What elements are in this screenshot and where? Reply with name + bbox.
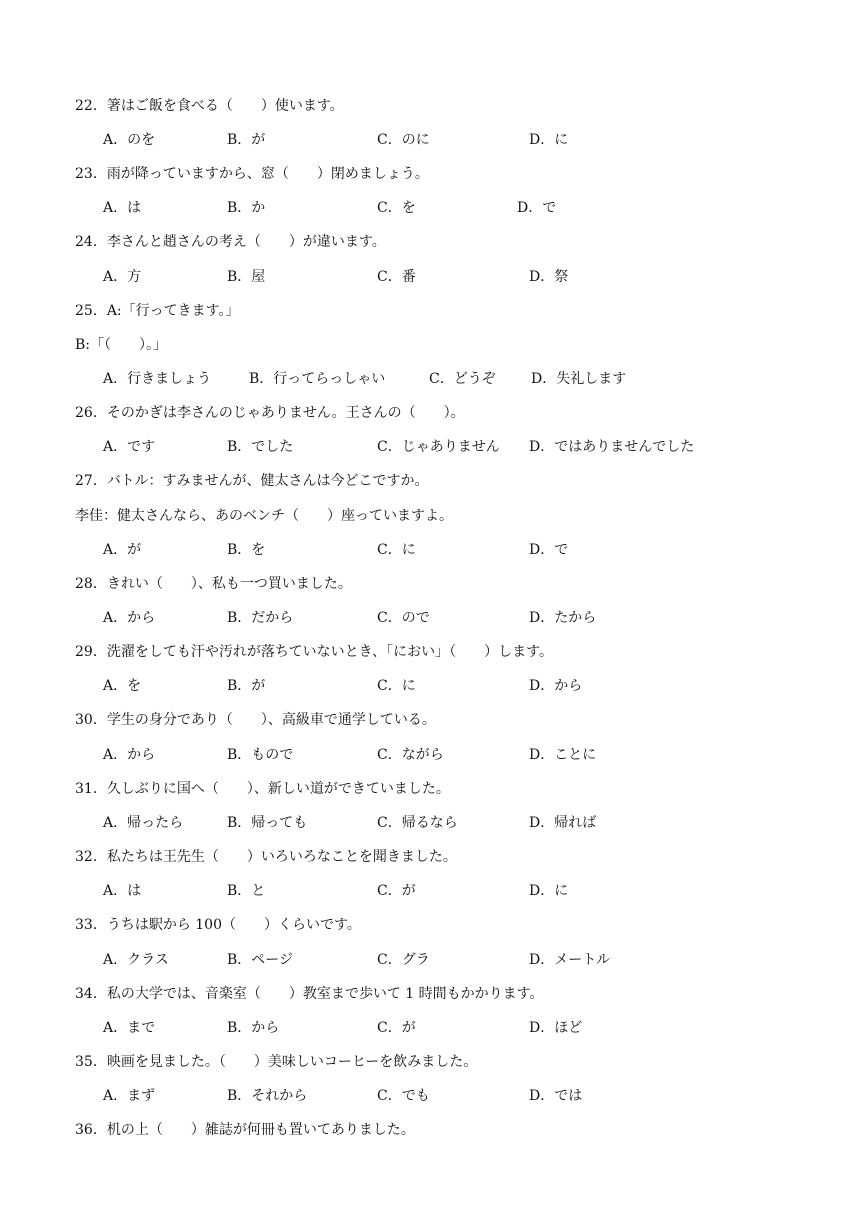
option-d: D．ことに xyxy=(529,747,597,763)
option-b: B．が xyxy=(227,132,266,148)
option-b: B．でした xyxy=(227,439,294,455)
option-b: B．ページ xyxy=(227,952,294,968)
option-a: A．帰ったら xyxy=(103,815,184,831)
option-b: B．もので xyxy=(227,747,294,763)
options-26 xyxy=(103,438,843,456)
question-26: 26．そのかぎは李さんのじゃありません。王さんの（ ）。 xyxy=(75,405,465,421)
option-a: A．まで xyxy=(103,1020,156,1036)
option-b: B．か xyxy=(227,200,266,216)
option-c: C．でも xyxy=(377,1088,430,1104)
option-a: A．から xyxy=(103,610,156,626)
option-d: D．祭 xyxy=(529,269,569,285)
question-25-line-2: B:「（ ）。」 xyxy=(75,337,168,353)
option-c: C．が xyxy=(377,883,416,899)
option-c: C．番 xyxy=(377,269,416,285)
option-b: B．から xyxy=(227,1020,280,1036)
option-c: C．に xyxy=(377,678,416,694)
question-27-line-2: 李佳：健太さんなら、あのベンチ（ ）座っていますよ。 xyxy=(75,508,453,524)
option-c: C．を xyxy=(377,200,416,216)
option-b: B．だから xyxy=(227,610,294,626)
option-a: A．は xyxy=(103,200,142,216)
option-a: A．が xyxy=(103,542,142,558)
option-c: C．ながら xyxy=(377,747,444,763)
question-29: 29．洗濯をしても汗や汚れが落ちていないとき、「におい」（ ）します。 xyxy=(75,644,553,660)
question-28: 28．きれい（ ）、私も一つ買いました。 xyxy=(75,576,352,592)
option-c: C．帰るなら xyxy=(377,815,458,831)
option-b: B．屋 xyxy=(227,269,266,285)
options-29 xyxy=(103,677,843,695)
option-d: D．では xyxy=(529,1088,583,1104)
options-31 xyxy=(103,814,843,832)
option-a: A．を xyxy=(103,678,142,694)
question-27: 27．バトル：すみませんが、健太さんは今どこですか。 xyxy=(75,473,429,489)
question-31: 31．久しぶりに国へ（ ）、新しい道ができていました。 xyxy=(75,781,450,797)
option-d: D．メートル xyxy=(529,952,611,968)
options-28 xyxy=(103,609,843,627)
question-30: 30．学生の身分であり（ ）、高級車で通学している。 xyxy=(75,712,436,728)
option-b: B．と xyxy=(227,883,266,899)
option-a: A．方 xyxy=(103,269,142,285)
options-30 xyxy=(103,746,843,764)
question-32: 32．私たちは王先生（ ）いろいろなことを聞きました。 xyxy=(75,849,457,865)
option-d: D．ではありませんでした xyxy=(529,439,695,455)
option-a: A．から xyxy=(103,747,156,763)
question-23: 23．雨が降っていますから、窓（ ）閉めましょう。 xyxy=(75,166,429,182)
question-36: 36．机の上（ ）雑誌が何冊も置いてありました。 xyxy=(75,1122,415,1138)
options-24 xyxy=(103,268,843,286)
option-a: A．クラス xyxy=(103,952,169,968)
option-c: C．のに xyxy=(377,132,430,148)
option-d: D．ほど xyxy=(529,1020,583,1036)
option-c: C．どうぞ xyxy=(429,371,496,387)
option-d: D．で xyxy=(517,200,557,216)
option-a: A．のを xyxy=(103,132,156,148)
options-22 xyxy=(103,131,843,149)
options-33 xyxy=(103,951,843,969)
question-22: 22．箸はご飯を食べる（ ）使います。 xyxy=(75,98,344,114)
option-b: B．行ってらっしゃい xyxy=(249,371,386,387)
options-35 xyxy=(103,1087,843,1105)
option-b: B．それから xyxy=(227,1088,308,1104)
option-d: D．たから xyxy=(529,610,597,626)
question-24: 24．李さんと趙さんの考え（ ）が違います。 xyxy=(75,234,386,250)
option-d: D．帰れば xyxy=(529,815,597,831)
option-c: C．ので xyxy=(377,610,430,626)
options-25 xyxy=(103,370,843,388)
options-23 xyxy=(103,199,843,217)
question-33: 33．うちは駅から 100（ ）くらいです。 xyxy=(75,917,361,933)
option-d: D．から xyxy=(529,678,583,694)
options-32 xyxy=(103,882,843,900)
option-a: A．は xyxy=(103,883,142,899)
option-c: C．じゃありません xyxy=(377,439,500,455)
option-a: A．行きましょう xyxy=(103,371,212,387)
option-a: A．です xyxy=(103,439,156,455)
option-b: B．帰っても xyxy=(227,815,308,831)
option-d: D．に xyxy=(529,883,569,899)
options-27 xyxy=(103,541,843,559)
option-b: B．が xyxy=(227,678,266,694)
option-d: D．で xyxy=(529,542,569,558)
option-c: C．が xyxy=(377,1020,416,1036)
option-c: C．グラ xyxy=(377,952,430,968)
option-d: D．失礼します xyxy=(531,371,627,387)
option-b: B．を xyxy=(227,542,266,558)
option-d: D．に xyxy=(529,132,569,148)
option-c: C．に xyxy=(377,542,416,558)
question-25: 25．A:「行ってきます。」 xyxy=(75,303,240,319)
option-a: A．まず xyxy=(103,1088,156,1104)
question-35: 35．映画を見ました。（ ）美味しいコーヒーを飲みました。 xyxy=(75,1054,478,1070)
question-34: 34．私の大学では、音楽室（ ）教室まで歩いて 1 時間もかかります。 xyxy=(75,986,544,1002)
options-34 xyxy=(103,1019,843,1037)
